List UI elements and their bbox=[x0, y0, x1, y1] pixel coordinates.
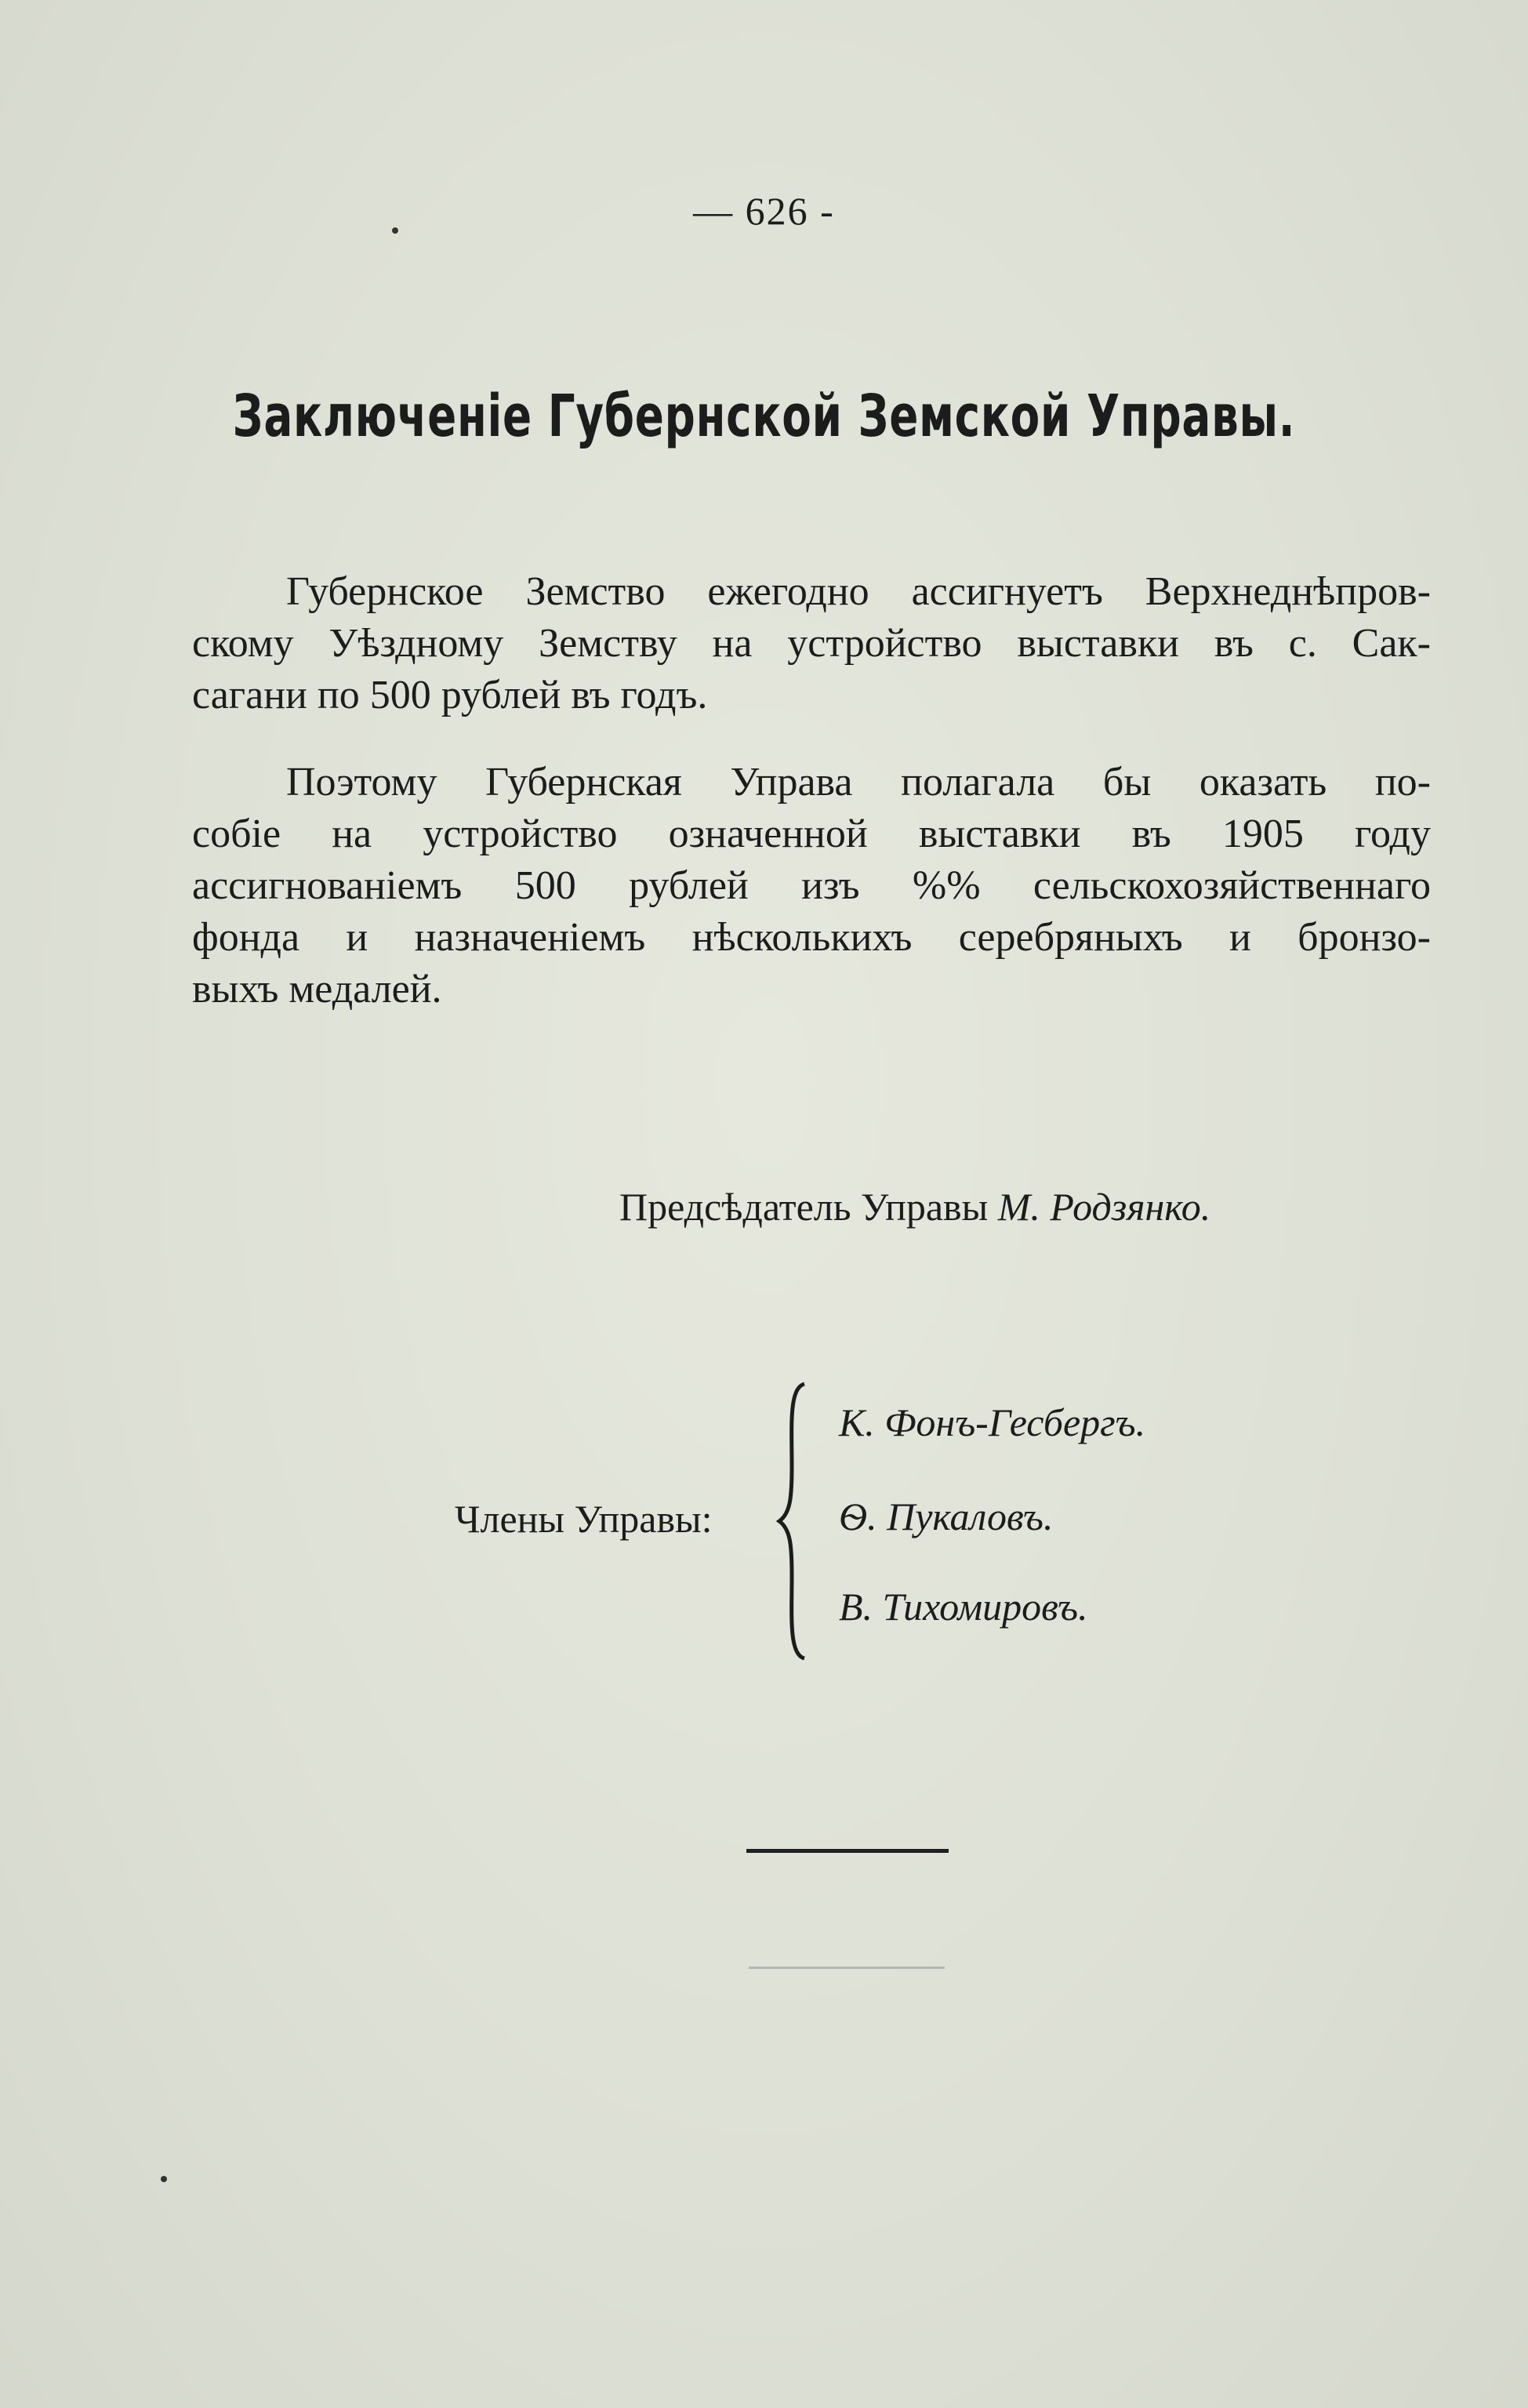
paragraph-1 bbox=[192, 566, 1431, 721]
curly-brace-icon bbox=[775, 1380, 814, 1662]
member-name: К. Фонъ-Гесбергъ. bbox=[839, 1400, 1146, 1444]
page-title: Заключеніе Губернской Земской Управы. bbox=[232, 383, 1296, 450]
chairman-name: М. Родзянко. bbox=[997, 1185, 1211, 1229]
paragraph-2-line: выхъ медалей. bbox=[192, 967, 442, 1012]
section-divider bbox=[746, 1849, 949, 1853]
paragraph-1-line: сагани по 500 рублей въ годъ. bbox=[192, 673, 708, 717]
paragraph-2-line: фонда и назначеніемъ нѣсколькихъ серебряныхъ и бронзо- bbox=[192, 915, 1431, 960]
paragraph-2-line: ассигнованіемъ 500 рублей изъ %% сельскохозяйственнаго bbox=[192, 863, 1431, 908]
paragraph-2-line: собіе на устройство означенной выставки въ 1905 году bbox=[192, 812, 1431, 856]
paragraph-2-line: Поэтому Губернская Управа полагала бы оказать по- bbox=[286, 760, 1431, 804]
paragraph-1-line: скому Уѣздному Земству на устройство выставки въ с. Сак- bbox=[192, 621, 1431, 666]
chairman-label: Предсѣдатель Управы bbox=[619, 1185, 989, 1229]
member-name: Ѳ. Пукаловъ. bbox=[839, 1495, 1054, 1538]
paragraph-2 bbox=[192, 757, 1431, 1015]
ink-speck bbox=[161, 2176, 167, 2182]
chairman-signature bbox=[619, 1184, 1210, 1229]
members-label: Члены Управы: bbox=[455, 1497, 713, 1541]
page-number: — 626 - bbox=[693, 189, 835, 233]
paragraph-1-line: Губернское Земство ежегодно ассигнуетъ Верхнеднѣпров- bbox=[286, 569, 1431, 614]
member-name: В. Тихомировъ. bbox=[839, 1585, 1088, 1629]
faint-divider bbox=[749, 1967, 945, 1969]
